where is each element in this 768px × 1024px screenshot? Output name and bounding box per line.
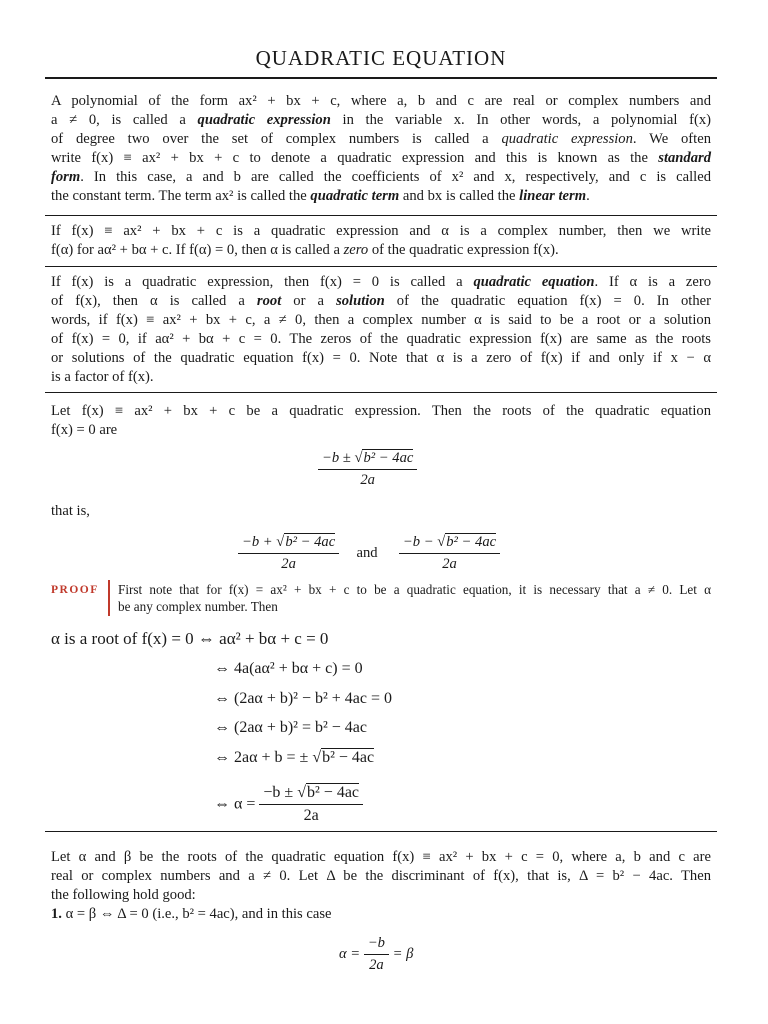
section-rule [45, 392, 717, 393]
text-line: write f(x) ≡ ax² + bx + c to denote a quadratic expression and this is known as the standard [51, 150, 711, 166]
derivation-step-1: α is a root of f(x) = 0 ⇔ aα² + bα + c = 0 [51, 629, 329, 648]
section-rule [45, 266, 717, 267]
text-line: a ≠ 0, is called a quadratic expression in the variable x. In other words, a polynomial f(x) [51, 112, 711, 128]
proof-label: PROOF [51, 584, 99, 596]
text-line: Let f(x) ≡ ax² + bx + c be a quadratic expression. Then the roots of the quadratic equation [51, 403, 711, 419]
section-rule [45, 831, 717, 832]
root-plus: $\frac{\text{−b + √b² − 4ac}}{2a}$ [238, 534, 339, 573]
equal-roots-formula: α = $\frac{-b}{2a}$ = β [339, 935, 414, 973]
text-line: be any complex number. Then [118, 599, 278, 614]
properties-roots [51, 848, 711, 924]
text-line: f(α) for aα² + bα + c. If f(α) = 0, then α is called a zero of the quadratic expression f(x). [51, 242, 559, 258]
proof-text [118, 581, 711, 615]
derivation-step-5: ⇔ 2aα + b = ± √b² − 4ac [214, 749, 375, 766]
text-line: the following hold good: [51, 887, 196, 903]
page-title: QUADRATIC EQUATION [255, 46, 507, 70]
text-line: A polynomial of the form ax² + bx + c, where a, b and c are real or complex numbers and [51, 93, 711, 109]
text-line: of f(x) = 0, if aα² + bα + c = 0. The zeros of the quadratic expression f(x) are same as the roots [51, 331, 711, 347]
text-line: of degree two over the set of complex numbers is called a quadratic expression. We often [51, 131, 711, 147]
and-text: and [356, 544, 378, 561]
derivation-step-3: ⇔ (2aα + b)² − b² + 4ac = 0 [214, 690, 393, 707]
text-line: If f(x) ≡ ax² + bx + c is a quadratic expression and α is a complex number, then we write [51, 223, 711, 239]
derivation-step-2: ⇔ 4a(aα² + bα + c) = 0 [214, 660, 363, 677]
definition-quadratic-expression [51, 92, 711, 206]
proof-bar [108, 580, 110, 616]
text-line: f(x) = 0 are [51, 422, 118, 438]
that-is-text: that is, [51, 503, 90, 519]
text-line: First note that for f(x) = ax² + bx + c to be a quadratic equation, it is necessary that a ≠ 0. Let α [118, 582, 711, 597]
text-line: of f(x), then α is called a root or a solution of the quadratic equation f(x) = 0. In other [51, 293, 711, 309]
derivation-step-4: ⇔ (2aα + b)² = b² − 4ac [214, 719, 368, 736]
text-line: Let α and β be the roots of the quadratic equation f(x) ≡ ax² + bx + c = 0, where a, b and c are [51, 849, 711, 865]
text-line: real or complex numbers and a ≠ 0. Let Δ be the discriminant of f(x), that is, Δ = b² − 4ac. Then [51, 868, 711, 884]
roots-pair [238, 534, 500, 573]
quadratic-formula: $\frac{\text{−b ± √b² − 4ac}}{2a}$ [318, 450, 417, 489]
text-line: form. In this case, a and b are called the coefficients of x² and x, respectively, and c is called [51, 169, 711, 185]
text-line: is a factor of f(x). [51, 369, 154, 385]
section-rule [45, 215, 717, 216]
root-minus: $\frac{\text{−b − √b² − 4ac}}{2a}$ [399, 534, 500, 573]
derivation-step-6: ⇔ α = $\frac{\text{−b ± √b² − 4ac}}{2a}$ [214, 784, 363, 825]
theorem-roots [51, 402, 711, 440]
text-line: or solutions of the quadratic equation f(x) = 0. Note that α is a zero of f(x) if and only if x − α [51, 350, 711, 366]
title-rule [45, 77, 717, 79]
text-line: the constant term. The term ax² is called the quadratic term and bx is called the linear term. [51, 188, 590, 204]
definition-quadratic-equation [51, 273, 711, 387]
list-item: 1. α = β ⇔ Δ = 0 (i.e., b² = 4ac), and in this case [51, 906, 332, 922]
text-line: If f(x) is a quadratic expression, then f(x) = 0 is called a quadratic equation. If α is a zero [51, 274, 711, 290]
text-line: words, if f(x) ≡ ax² + bx + c, a ≠ 0, then a complex number α is said to be a root or a solution [51, 312, 711, 328]
definition-zero [51, 222, 711, 260]
